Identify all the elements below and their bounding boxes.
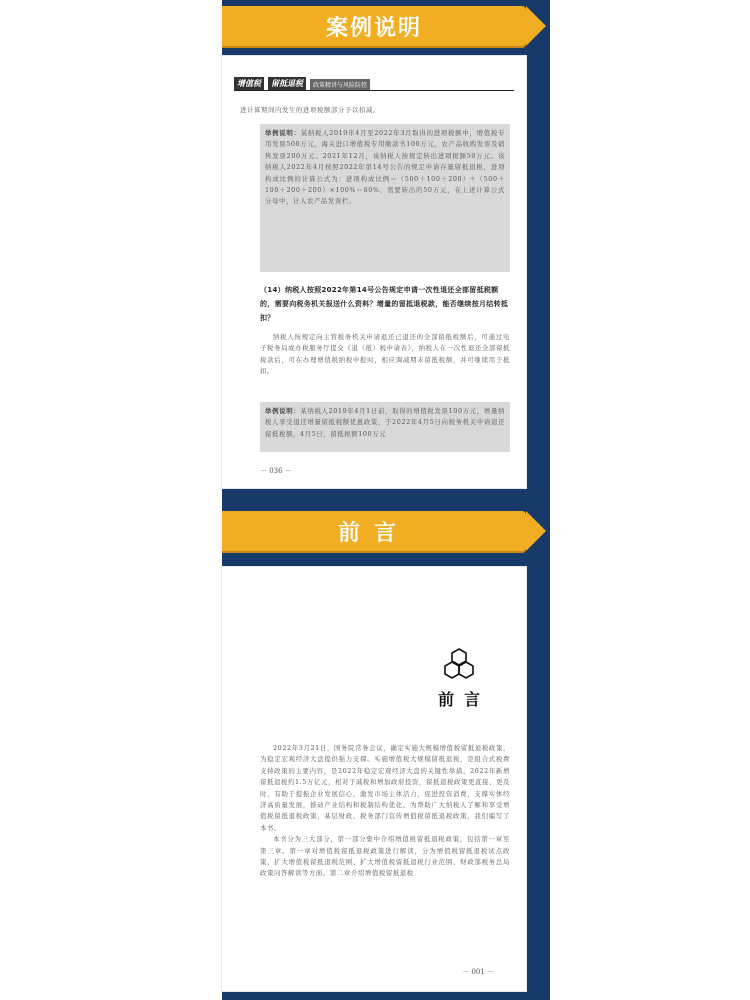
- answer-paragraph: 纳税人按规定向主管税务机关申请退还已退还的全部留抵税额后，可通过电子税务局或办税服务厅提交《退（抵）税申请表》，纳税人在一次性退还全部留抵税款后，可在办理增值税纳税申报时，相应调减期末留抵税额，并可继续用于抵扣。: [260, 333, 510, 376]
- example-lead: 举例说明：: [265, 129, 301, 137]
- example-box-1: [260, 124, 510, 272]
- intro-paragraph: 进计算期间内发生的进项税额部分予以扣减。: [240, 106, 380, 115]
- right-margin: [550, 0, 750, 1000]
- question-heading: （14）纳税人按照2022年第14号公告规定申请一次性退还全部留抵税额的，需要向税务机关报送什么资料？增量的留抵退税款，能否继续按月结转抵扣？: [260, 286, 509, 322]
- example-box-2: [260, 402, 510, 452]
- page-number: － 036 －: [260, 467, 292, 475]
- example-text: 某纳税人2019年4月至2022年3月取得的进项税额中，增值税专用发票500万元，海关进口增值税专用缴款书100万元，农产品收购发票及销售发票200万元。2021年12月，该纳税人按规定转出进项税额50万元。该纳税人2022年4月按照2022年第14号公告的规定申请存量留抵退税，进项构成比例的计算公式为：进项构成比例＝（500＋100＋200）÷（500＋100＋200＋200）×100%＝80%，需要转出的50万元，在上述计算公式分母中，计入农产品发票栏。: [265, 129, 505, 206]
- hexagon-logo-icon: [438, 647, 480, 681]
- running-head-brand: 增值税: [234, 77, 264, 90]
- running-head: [234, 76, 514, 91]
- running-head-series: 留抵退税: [268, 77, 306, 90]
- running-head-subtitle: 政策精讲与风险防控: [310, 79, 370, 90]
- left-margin: [0, 0, 222, 1000]
- preface-title: 前言: [437, 690, 490, 709]
- preface-body: [260, 743, 510, 880]
- banner-preface: [222, 511, 526, 551]
- banner-title: 前言: [337, 520, 410, 546]
- banner-title: 案例说明: [325, 15, 422, 41]
- banner-case-description: [222, 6, 526, 46]
- preface-paragraph: 2022年3月21日，国务院常务会议，确定实施大规模增值税留抵退税政策，为稳定宏观经济大盘提供强力支撑。实施增值税大规模留抵退税，是组合式税费支持政策的主要内容，是2022年稳定宏观经济大盘的关键性举措。2022年新增留抵退税约1.5万亿元，相对于减税和增加政府投资，留抵退税政策更直接、更及时，有助于提振企业发展信心，激发市场主体活力，促进投资消费，支撑实体经济高质量发展，推动产业结构和税制结构优化。为帮助广大纳税人了解和享受增值税留抵退税政策，基层财政、税务部门宣传增值税留抵退税政策，我们编写了本书。: [260, 744, 510, 832]
- book-page-036: [222, 56, 526, 488]
- example-lead: 举例说明：: [265, 407, 301, 415]
- preface-paragraph: 本书分为三大部分，第一部分集中介绍增值税留抵退税政策，包括第一章至第三章。第一章对增值税留抵退税政策进行解读，分为增值税留抵退税试点政策、扩大增值税留抵退税范围、扩大增值税留抵退税行业范围、财政部税务总局政策问答解读等方面。第二章介绍增值税留抵退税: [260, 835, 510, 878]
- book-page-001: [222, 567, 526, 991]
- page-number: － 001 －: [462, 968, 494, 976]
- example-text: 某纳税人2019年4月1日前，取得的增值税发票100万元，增量纳税人享受退还增量留抵税额优惠政策，于2022年4月5日向税务机关申请退还留抵税额，4月5日，留抵税额100万元: [265, 407, 506, 438]
